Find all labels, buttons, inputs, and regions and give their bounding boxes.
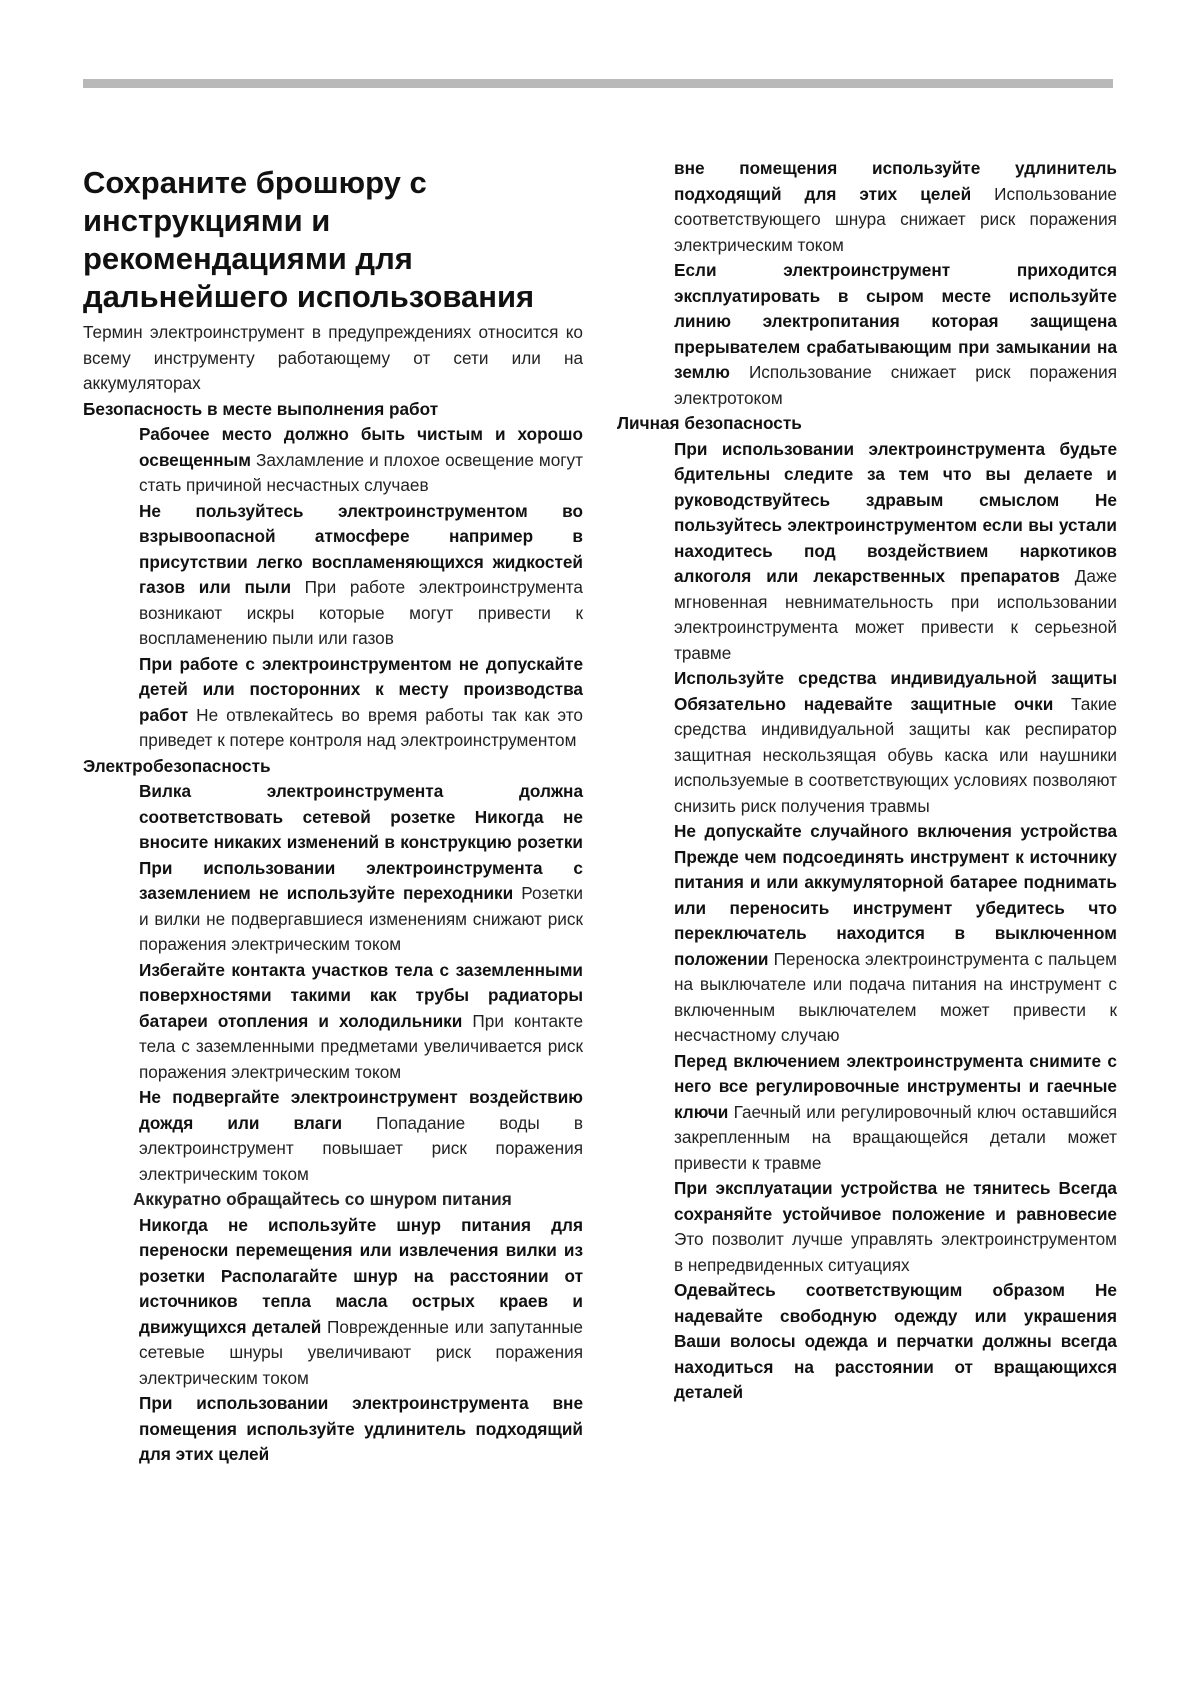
section-heading-electrical: Электробезопасность [83, 755, 271, 776]
safety-item-text: Гаечный или регулировочный ключ оставшийся закрепленным на вращающейся детали может привести к травме [674, 1101, 1117, 1173]
subheading-cord: Аккуратно обращайтесь со шнуром питания [133, 1189, 512, 1209]
safety-item-bold: Одевайтесь соответствующим образом Не надевайте свободную одежду или украшения Ваши волосы одежда и перчатки должны всегда находиться на расстоянии от вращающихся деталей [674, 1280, 1117, 1402]
safety-item-text: Захламление и плохое освещение могут стать причиной несчастных случаев [139, 449, 583, 495]
safety-item-bold: Не допускайте случайного включения устройства Прежде чем подсоединять инструмент к источнику питания и или аккумуляторной батарее поднимать или переносить инструмент убедитесь что переключатель находится в выключенном положении [674, 821, 1117, 969]
safety-item-bold: Используйте средства индивидуальной защиты Обязательно надевайте защитные очки [674, 668, 1117, 714]
safety-item [139, 1085, 583, 1187]
safety-item [139, 499, 583, 652]
safety-item-bold: Никогда не используйте шнур питания для переноски перемещения или извлечения вилки из розетки Располагайте шнур на расстоянии от источников тепла масла острых краев и движущихся деталей [139, 1214, 583, 1337]
section-heading-workplace: Безопасность в месте выполнения работ [83, 398, 439, 419]
safety-item-bold: При использовании электроинструмента будьте бдительны следите за тем что вы делаете и руководствуйтесь здравым смыслом Не пользуйтесь электроинструментом если вы устали находитесь под воздействием наркотиков алкоголя или лекарственных препаратов [674, 438, 1117, 586]
safety-item-bold: Рабочее место должно быть чистым и хорошо освещенным [139, 424, 583, 470]
safety-item-bold: Если электроинструмент приходится эксплуатировать в сыром месте используйте линию электропитания которая защищена прерывателем срабатывающим при замыкании на землю [674, 260, 1117, 382]
safety-item-text: Переноска электроинструмента с пальцем на выключателе или подача питания на инструмент с включенным выключателем может привести к несчастному случаю [674, 948, 1117, 1045]
safety-item [139, 652, 583, 754]
safety-item-text: Попадание воды в электроинструмент повышает риск поражения электрическим током [139, 1112, 583, 1184]
safety-item-bold-continuation: вне помещения используйте удлинитель подходящий для этих целей [674, 158, 1117, 204]
safety-item-bold: Перед включением электроинструмента снимите с него все регулировочные инструменты и гаечные ключи [674, 1050, 1117, 1122]
safety-item-text: Розетки и вилки не подвергавшиеся изменениям снижают риск поражения электрическим током [139, 883, 583, 954]
safety-item-text: Поврежденные или запутанные сетевые шнуры увеличивают риск поражения электрическим током [139, 1316, 583, 1388]
header-rule [83, 79, 1113, 88]
safety-item-bold: Не пользуйтесь электроинструментом во взрывоопасной атмосфере например в присутствии легко воспламеняющихся жидкостей газов или пыли [139, 500, 583, 597]
safety-item [139, 958, 583, 1086]
safety-item [674, 1176, 1117, 1278]
safety-item-bold: Вилка электроинструмента должна соответствовать сетевой розетке Никогда не вносите никаких изменений в конструкцию розетки При использовании электроинструмента с заземлением не используйте переходники [139, 781, 583, 903]
safety-item-text: При работе электроинструмента возникают искры которые могут привести к воспламенению пыли или газов [139, 577, 583, 648]
safety-item [139, 779, 583, 958]
safety-item [674, 1049, 1117, 1177]
safety-item-text: Использование соответствующего шнура снижает риск поражения электрическим током [674, 183, 1117, 255]
safety-item-text: Использование снижает риск поражения электротоком [674, 362, 1117, 408]
safety-item [674, 666, 1117, 819]
safety-item-bold: При эксплуатации устройства не тянитесь Всегда сохраняйте устойчивое положение и равновесие [674, 1178, 1117, 1224]
left-column [83, 156, 584, 1464]
section-heading-personal: Личная безопасность [617, 413, 802, 433]
safety-item-continued [139, 1391, 583, 1464]
right-column [617, 156, 1117, 1406]
page-title: Сохраните брошюру с инструкциями и рекомендациями для дальнейшего использования [83, 165, 535, 314]
safety-item [674, 819, 1117, 1049]
safety-item [139, 1213, 583, 1392]
safety-item-text: При контакте тела с заземленными предметами увеличивается риск поражения электрическим током [139, 1010, 584, 1082]
safety-item-bold: При работе с электроинструментом не допускайте детей или посторонних к месту производства работ [139, 653, 583, 725]
safety-item-text: Не отвлекайтесь во время работы так как это приведет к потере контроля над электроинструментом [139, 704, 583, 750]
safety-item [139, 422, 583, 499]
safety-item [674, 258, 1117, 411]
safety-item [674, 437, 1117, 667]
safety-item-text: Даже мгновенная невнимательность при использовании электроинструмента может привести к серьезной травме [674, 566, 1117, 663]
safety-item-text: Такие средства индивидуальной защиты как респиратор защитная нескользящая обувь каска или наушники используемые в соответствующих условиях позволяют снизить риск получения травмы [674, 693, 1117, 816]
safety-item-bold: При использовании электроинструмента вне помещения используйте удлинитель подходящий для этих целей [139, 1393, 583, 1464]
safety-item-bold: Не подвергайте электроинструмент воздействию дождя или влаги [139, 1087, 583, 1133]
safety-item-text: Это позволит лучше управлять электроинструментом в непредвиденных ситуациях [674, 1229, 1117, 1275]
safety-item [674, 1278, 1117, 1406]
safety-item-continuation [674, 156, 1117, 258]
safety-item-bold: Избегайте контакта участков тела с заземленными поверхностями такими как трубы радиаторы батареи отопления и холодильники [139, 959, 583, 1031]
intro-paragraph: Термин электроинструмент в предупреждениях относится ко всему инструменту работающему от сети или на аккумуляторах [83, 322, 583, 393]
